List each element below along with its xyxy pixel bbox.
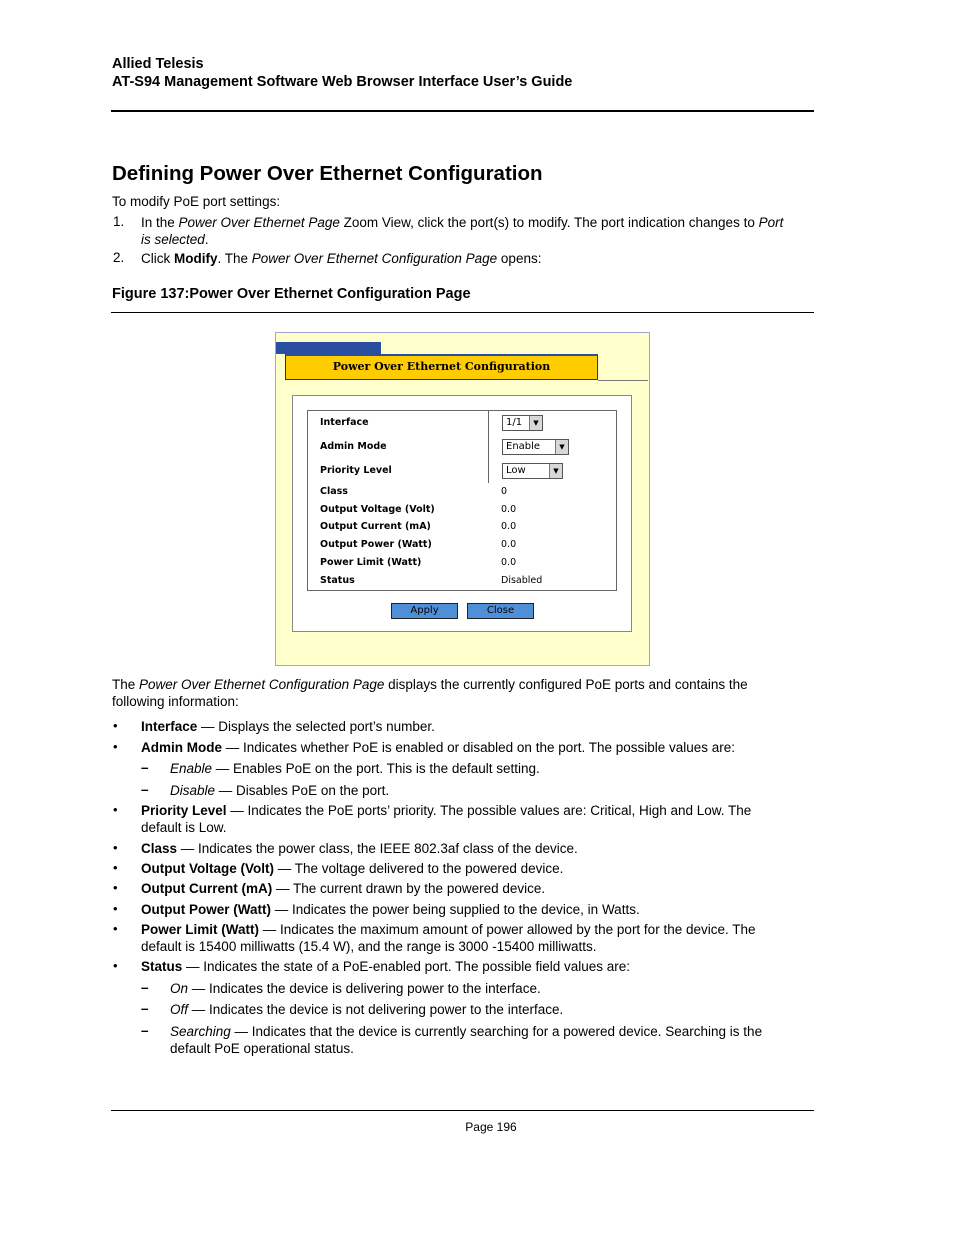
caption-rule (111, 312, 814, 313)
output-power-value: 0.0 (501, 539, 517, 550)
class-value: 0 (501, 486, 508, 497)
guide-title: AT-S94 Management Software Web Browser Interface User’s Guide (112, 74, 573, 90)
bullet-term: Admin Mode (141, 740, 222, 755)
priority-level-select[interactable] (502, 463, 563, 479)
figure-caption: Figure 137:Power Over Ethernet Configuration Page (112, 286, 471, 302)
sub-text-line2: default PoE operational status. (170, 1041, 354, 1056)
description-line2: following information: (112, 694, 239, 709)
list-item (141, 901, 816, 918)
step-2-post: opens: (497, 251, 542, 266)
sub-term: Off (170, 1002, 189, 1017)
step-2-mid: . The (217, 251, 252, 266)
output-voltage-value: 0.0 (501, 504, 517, 515)
bullet-text: — Displays the selected port’s number. (197, 719, 435, 734)
bullet-term: Status (141, 959, 183, 974)
step-1-page-name: Power Over Ethernet Page (178, 215, 340, 230)
bullet-text: — Indicates the state of a PoE-enabled port. The possible field values are: (182, 959, 631, 974)
step-text (141, 250, 816, 267)
description-page-name: Power Over Ethernet Configuration Page (139, 677, 385, 692)
banner-line (598, 380, 648, 381)
bullet-text: — Indicates the power being supplied to the device, in Watts. (270, 902, 640, 917)
priority-level-value: Low (506, 465, 526, 476)
bullet-text: — Indicates the power class, the IEEE 802.3af class of the device. (177, 841, 578, 856)
bullet-text: — The voltage delivered to the powered device. (273, 861, 564, 876)
footer-rule (111, 1110, 814, 1111)
sub-text: — Indicates the device is not delivering power to the interface. (188, 1002, 564, 1017)
admin-mode-value: Enable (506, 441, 541, 452)
list-item (141, 739, 816, 756)
sub-item (170, 980, 810, 997)
interface-label: Interface (320, 417, 369, 428)
bullet-icon: • (113, 802, 118, 817)
bullet-term: Power Limit (Watt) (141, 922, 259, 937)
sub-text: — Indicates the device is delivering power to the interface. (188, 981, 541, 996)
description-pre: The (112, 677, 140, 692)
sub-term: On (170, 981, 189, 996)
bullet-text: — Indicates the maximum amount of power allowed by the port for the device. The (259, 922, 756, 937)
step-number: 1. (113, 214, 125, 229)
bullet-icon: • (113, 860, 118, 875)
sub-item (170, 760, 810, 777)
sub-item (170, 782, 810, 799)
sub-item (170, 1023, 810, 1057)
bullet-term: Priority Level (141, 803, 227, 818)
bullet-term: Output Voltage (Volt) (141, 861, 274, 876)
list-item (141, 880, 816, 897)
bullet-icon: • (113, 921, 118, 936)
bullet-text: — Indicates whether PoE is enabled or disabled on the port. The possible values are: (222, 740, 736, 755)
step-text (141, 214, 816, 248)
bullet-icon: • (113, 880, 118, 895)
step-number: 2. (113, 250, 125, 265)
bullet-term: Output Current (mA) (141, 881, 273, 896)
page-number: Page 196 (465, 1120, 517, 1134)
step-2-page-name: Power Over Ethernet Configuration Page (251, 251, 498, 266)
window-tab (276, 342, 381, 354)
bullet-term: Class (141, 841, 178, 856)
sub-item (170, 1001, 810, 1018)
bullet-text: — Indicates the PoE ports’ priority. The possible values are: Critical, High and Low. The (226, 803, 752, 818)
sub-term: Searching (170, 1024, 231, 1039)
step-2-pre: Click (141, 251, 174, 266)
apply-button[interactable]: Apply (391, 603, 458, 619)
list-item (141, 860, 816, 877)
close-button[interactable]: Close (467, 603, 534, 619)
list-item (141, 921, 816, 955)
step-1-selected: is selected (141, 232, 205, 247)
class-label: Class (320, 486, 348, 497)
list-item (141, 958, 816, 975)
sub-term: Enable (170, 761, 213, 776)
step-1-post: . (204, 232, 209, 247)
chevron-down-icon: ▼ (529, 416, 542, 430)
sub-text: — Disables PoE on the port. (215, 783, 390, 798)
power-limit-label: Power Limit (Watt) (320, 557, 422, 568)
step-2-modify: Modify (174, 251, 218, 266)
output-power-label: Output Power (Watt) (320, 539, 432, 550)
company-name: Allied Telesis (112, 56, 204, 72)
bullet-term: Output Power (Watt) (141, 902, 271, 917)
interface-value: 1/1 (506, 417, 523, 428)
output-voltage-label: Output Voltage (Volt) (320, 504, 435, 515)
status-label: Status (320, 575, 355, 586)
bullet-text: — The current drawn by the powered device. (272, 881, 546, 896)
description-text (112, 676, 812, 710)
dash-icon: – (141, 760, 149, 775)
bullet-text-line2: default is 15400 milliwatts (15.4 W), and the range is 3000 -15400 milliwatts. (141, 939, 597, 954)
output-current-value: 0.0 (501, 521, 517, 532)
bullet-term: Interface (141, 719, 198, 734)
admin-mode-select[interactable] (502, 439, 569, 455)
description-post: displays the currently configured PoE ports and contains the (384, 677, 748, 692)
dash-icon: – (141, 1001, 149, 1016)
bullet-icon: • (113, 840, 118, 855)
section-title: Defining Power Over Ethernet Configuration (112, 162, 543, 185)
step-1-port: Port (758, 215, 784, 230)
bullet-text-line2: default is Low. (141, 820, 227, 835)
intro-text: To modify PoE port settings: (112, 194, 281, 209)
sub-text: — Enables PoE on the port. This is the default setting. (212, 761, 540, 776)
list-item (141, 718, 816, 735)
list-item (141, 802, 816, 836)
step-1-pre: In the (141, 215, 179, 230)
bullet-icon: • (113, 718, 118, 733)
status-value: Disabled (501, 575, 543, 586)
dash-icon: – (141, 980, 149, 995)
interface-select[interactable] (502, 415, 543, 431)
list-item (141, 840, 816, 857)
bullet-icon: • (113, 739, 118, 754)
bullet-icon: • (113, 958, 118, 973)
admin-mode-label: Admin Mode (320, 441, 387, 452)
window-title: Power Over Ethernet Configuration (332, 360, 551, 373)
priority-level-label: Priority Level (320, 465, 392, 476)
table-divider (488, 411, 489, 483)
step-1-mid: Zoom View, click the port(s) to modify. The port indication changes to (339, 215, 759, 230)
chevron-down-icon: ▼ (555, 440, 568, 454)
power-limit-value: 0.0 (501, 557, 517, 568)
chevron-down-icon: ▼ (549, 464, 562, 478)
bullet-icon: • (113, 901, 118, 916)
header-rule (111, 110, 814, 112)
dash-icon: – (141, 782, 149, 797)
sub-term: Disable (170, 783, 216, 798)
output-current-label: Output Current (mA) (320, 521, 431, 532)
dash-icon: – (141, 1023, 149, 1038)
sub-text: — Indicates that the device is currently searching for a powered device. Searching is the (230, 1024, 763, 1039)
